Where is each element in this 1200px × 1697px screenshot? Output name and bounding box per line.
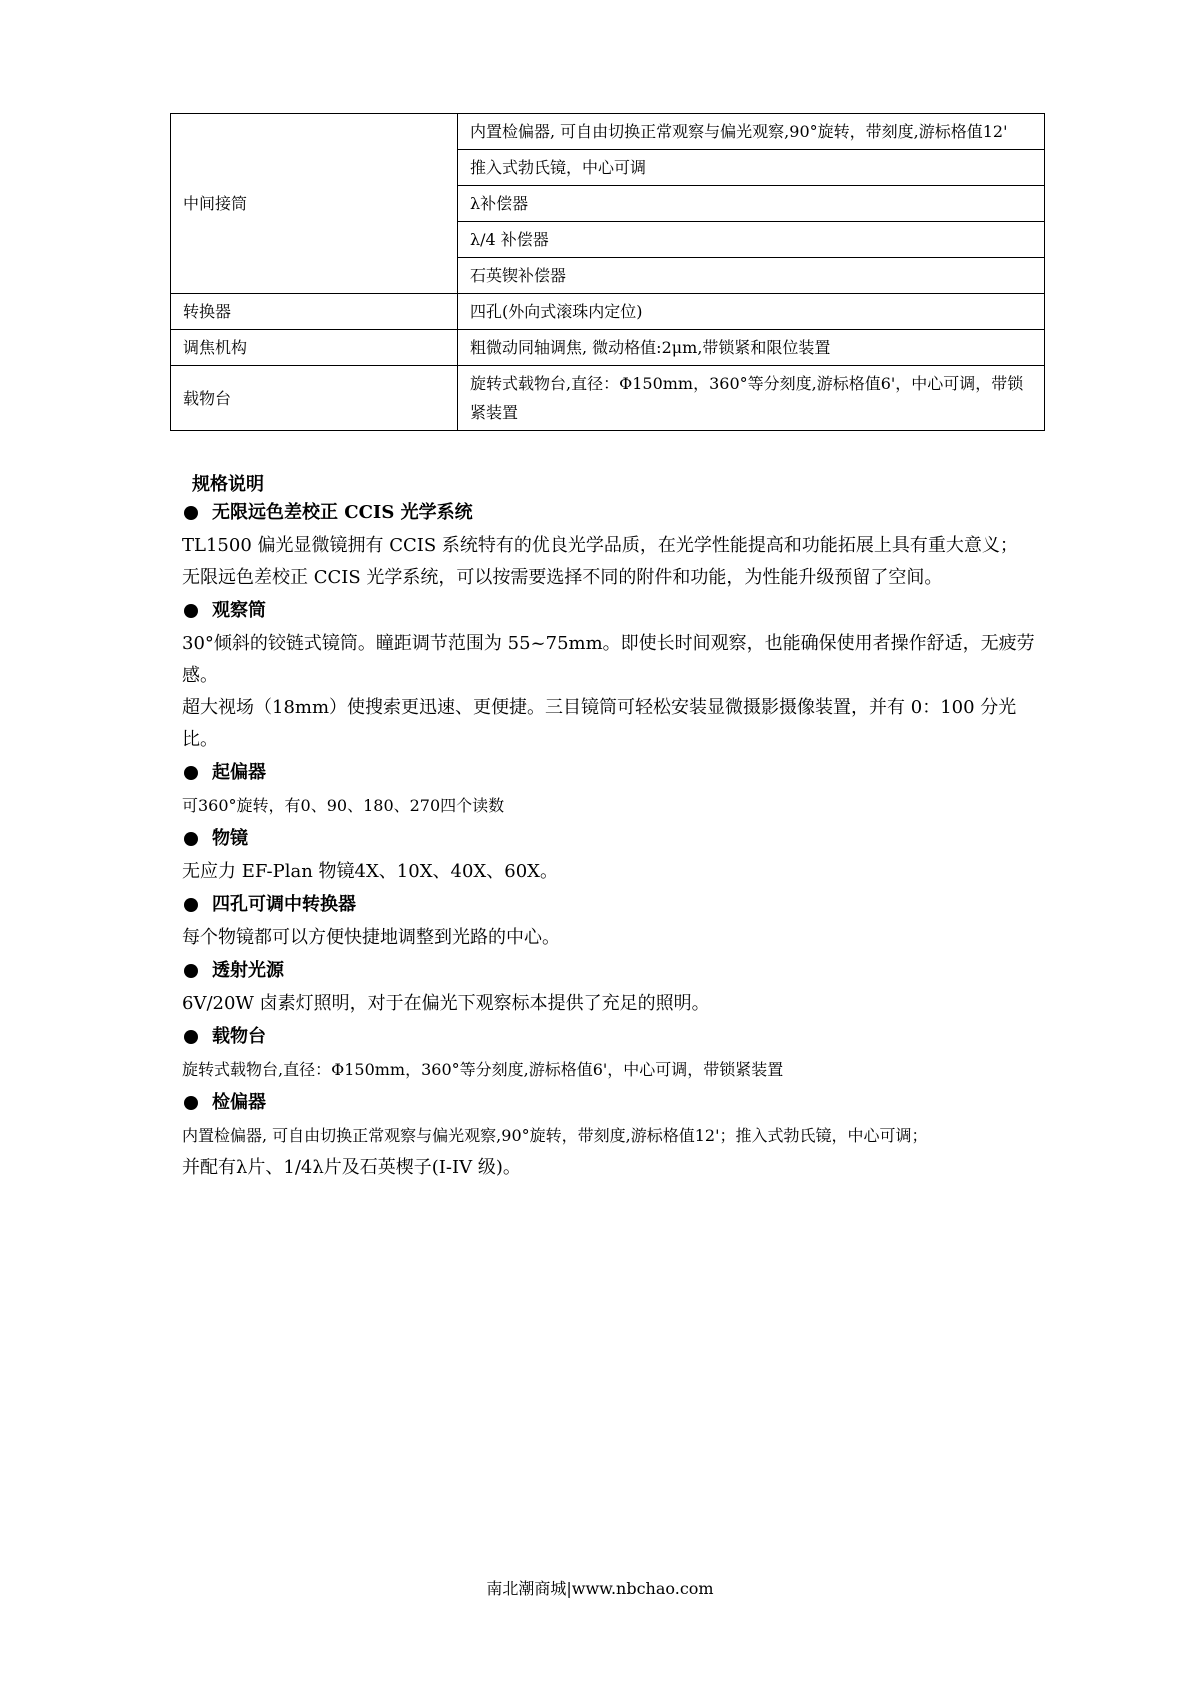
table-row	[171, 114, 1045, 150]
section-paragraph: 无限远色差校正 CCIS 光学系统，可以按需要选择不同的附件和功能，为性能升级预留了空间。	[182, 567, 943, 588]
section-heading	[182, 1086, 1042, 1120]
bullet-icon	[184, 832, 198, 846]
table-cell-value: 推入式勃氏镜，中心可调	[458, 150, 1045, 186]
spec-title: 规格说明	[192, 474, 264, 495]
section-heading	[182, 756, 1042, 790]
bullet-icon	[184, 604, 198, 618]
spec-section	[182, 954, 1042, 1020]
spec-section	[182, 1086, 1042, 1184]
section-paragraph: 超大视场（18mm）使搜索更迅速、更便捷。三目镜筒可轻松安装显微摄影摄像装置，并有 0：100 分光比。	[182, 697, 1017, 750]
table-cell-value: 粗微动同轴调焦, 微动格值:2μm,带锁紧和限位装置	[458, 330, 1045, 366]
section-heading	[182, 1020, 1042, 1054]
table-cell-value: 石英锲补偿器	[458, 258, 1045, 294]
table-row	[171, 294, 1045, 330]
spec-section	[182, 756, 1042, 822]
section-paragraph: 内置检偏器, 可自由切换正常观察与偏光观察,90°旋转，带刻度,游标格值12'；推入式勃氏镜，中心可调；	[182, 1126, 928, 1145]
table-row	[171, 366, 1045, 431]
section-heading	[182, 888, 1042, 922]
section-paragraph: 30°倾斜的铰链式镜筒。瞳距调节范围为 55~75mm。即使长时间观察，也能确保使用者操作舒适，无疲劳感。	[182, 633, 1035, 686]
section-heading-text: 起偏器	[212, 762, 266, 783]
section-heading	[182, 496, 1042, 530]
table-cell-label: 中间接筒	[171, 114, 458, 294]
section-heading	[182, 954, 1042, 988]
section-paragraph: 并配有λ片、1/4λ片及石英楔子(I-IV 级)。	[182, 1157, 521, 1178]
section-paragraph: 无应力 EF-Plan 物镜4X、10X、40X、60X。	[182, 861, 558, 882]
table-cell-label: 调焦机构	[171, 330, 458, 366]
bullet-icon	[184, 766, 198, 780]
section-paragraph: 旋转式载物台,直径：Φ150mm，360°等分刻度,游标格值6'，中心可调，带锁紧装置	[182, 1060, 784, 1079]
footer: 南北潮商城|www.nbchao.com	[486, 1579, 714, 1598]
spec-section	[182, 822, 1042, 888]
bullet-icon	[184, 506, 198, 520]
section-paragraph: 6V/20W 卤素灯照明，对于在偏光下观察标本提供了充足的照明。	[182, 993, 710, 1014]
section-heading-text: 无限远色差校正 CCIS 光学系统	[212, 502, 473, 523]
bullet-icon	[184, 1096, 198, 1110]
table-cell-value: 内置检偏器, 可自由切换正常观察与偏光观察,90°旋转，带刻度,游标格值12'	[458, 114, 1045, 150]
spec-section	[182, 888, 1042, 954]
table-cell-label: 载物台	[171, 366, 458, 431]
section-heading-text: 载物台	[212, 1026, 266, 1047]
section-heading-text: 检偏器	[212, 1092, 266, 1113]
spec-table	[170, 113, 1045, 431]
spec-section	[182, 1020, 1042, 1086]
table-row	[171, 330, 1045, 366]
section-paragraph: 可360°旋转，有0、90、180、270四个读数	[182, 796, 505, 815]
table-cell-value: 四孔(外向式滚珠内定位)	[458, 294, 1045, 330]
section-paragraph: 每个物镜都可以方便快捷地调整到光路的中心。	[182, 927, 560, 948]
table-cell-value: λ/4 补偿器	[458, 222, 1045, 258]
table-cell-label: 转换器	[171, 294, 458, 330]
table-cell-value: 旋转式载物台,直径：Φ150mm，360°等分刻度,游标格值6'，中心可调，带锁紧装置	[458, 366, 1045, 431]
spec-section	[182, 594, 1042, 756]
table-cell-value: λ补偿器	[458, 186, 1045, 222]
spec-section	[182, 496, 1042, 594]
section-heading-text: 观察筒	[212, 600, 266, 621]
section-heading-text: 物镜	[212, 828, 248, 849]
bullet-icon	[184, 1030, 198, 1044]
bullet-icon	[184, 964, 198, 978]
section-heading	[182, 822, 1042, 856]
section-paragraph: TL1500 偏光显微镜拥有 CCIS 系统特有的优良光学品质，在光学性能提高和功能拓展上具有重大意义；	[182, 535, 1018, 556]
section-heading-text: 四孔可调中转换器	[212, 894, 356, 915]
spec-sections	[182, 496, 1042, 1184]
section-heading	[182, 594, 1042, 628]
section-heading-text: 透射光源	[212, 960, 284, 981]
bullet-icon	[184, 898, 198, 912]
